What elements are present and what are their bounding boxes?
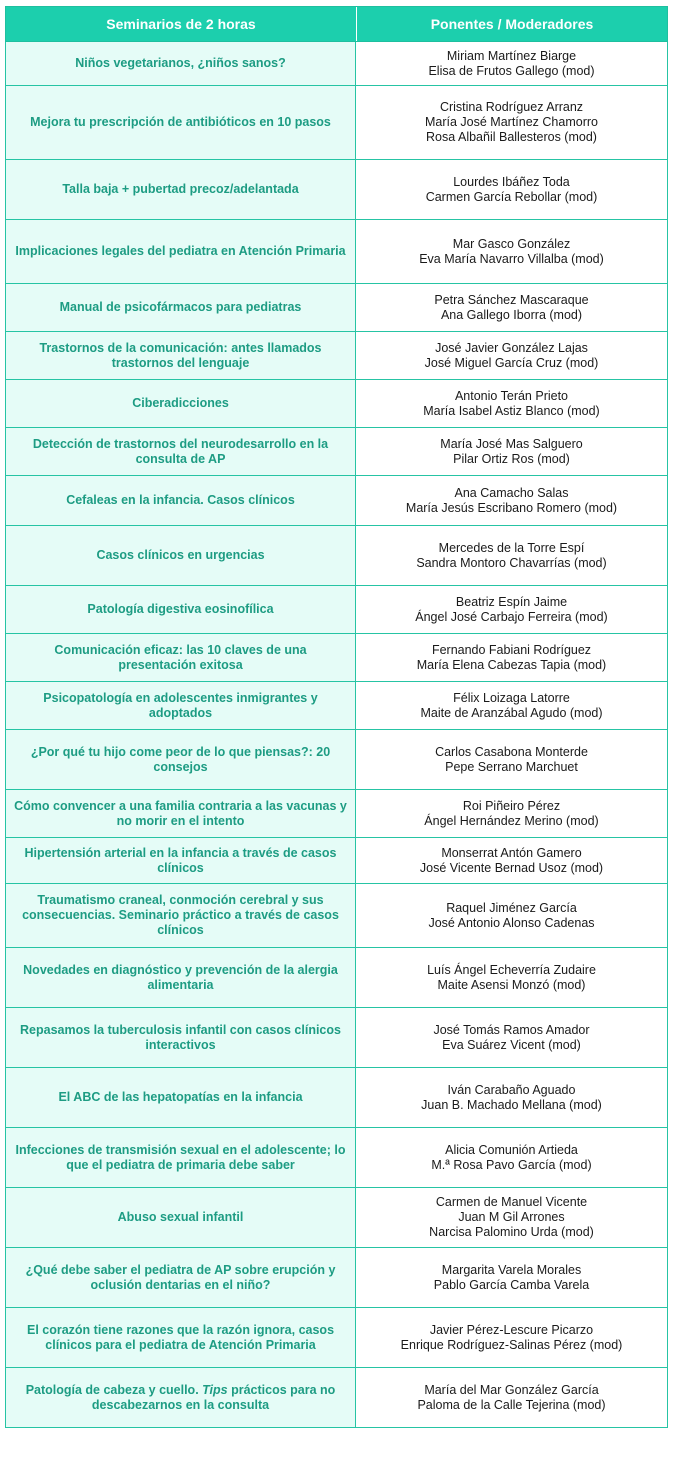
speaker-name: Lourdes Ibáñez Toda: [453, 174, 570, 189]
speaker-name: José Tomás Ramos Amador: [433, 1022, 590, 1037]
speaker-name: José Vicente Bernad Usoz (mod): [419, 860, 604, 875]
speaker-name: María Jesús Escribano Romero (mod): [405, 500, 618, 515]
table-header: [5, 6, 668, 42]
seminar-title: [6, 634, 356, 681]
speaker-name: Margarita Varela Morales: [441, 1262, 582, 1277]
seminar-title-text: Abuso sexual infantil: [117, 1210, 244, 1224]
speaker-name: José Javier González Lajas: [435, 340, 588, 355]
speaker-name: María del Mar González García: [424, 1382, 599, 1397]
seminar-title: [6, 428, 356, 475]
speaker-name: Carmen García Rebollar (mod): [425, 189, 598, 204]
table-row: [5, 730, 668, 790]
speaker-name: Ana Camacho Salas: [454, 485, 569, 500]
speaker-name: María José Martínez Chamorro: [425, 115, 598, 129]
speaker-name: Sandra Montoro Chavarrías (mod): [416, 555, 607, 570]
table-row: [5, 332, 668, 380]
seminars-table: [5, 6, 668, 1428]
table-row: [5, 1248, 668, 1308]
seminar-title-text: Trastornos de la comunicación: antes llamados trastornos del lenguaje: [39, 340, 322, 370]
speaker-name: Beatriz Espín Jaime: [455, 594, 568, 609]
seminar-title-text: El ABC de las hepatopatías en la infancia: [58, 1090, 303, 1104]
seminar-title: [6, 730, 356, 789]
speaker-name: Maite de Aranzábal Agudo (mod): [420, 705, 603, 720]
seminar-title: [6, 332, 356, 379]
seminar-title-text: Repasamos la tuberculosis infantil con casos clínicos interactivos: [20, 1022, 341, 1052]
table-row: [5, 160, 668, 220]
speaker-name: Raquel Jiménez García: [446, 900, 577, 915]
seminar-title-text: Niños vegetarianos, ¿niños sanos?: [75, 56, 286, 70]
seminar-title: [6, 790, 356, 837]
speakers-cell: [356, 42, 667, 85]
speakers-cell: [356, 220, 667, 283]
speaker-name: Paloma de la Calle Tejerina (mod): [417, 1397, 606, 1412]
speaker-name: Félix Loizaga Latorre: [453, 690, 570, 705]
speakers-cell: [356, 838, 667, 883]
seminar-title-text: El corazón tiene razones que la razón ignora, casos clínicos para el pediatra de Atención Primaria: [26, 1322, 335, 1352]
speaker-name: Elisa de Frutos Gallego (mod): [428, 63, 595, 78]
seminar-title: [6, 1248, 356, 1307]
speaker-name: Miriam Martínez Biarge: [446, 48, 577, 63]
speaker-name: Carmen de Manuel Vicente: [435, 1195, 588, 1209]
speaker-name: Ángel José Carbajo Ferreira (mod): [415, 609, 608, 624]
seminar-title-text: Psicopatología en adolescentes inmigrantes y adoptados: [43, 690, 318, 720]
speakers-cell: [356, 476, 667, 525]
speakers-cell: [356, 160, 667, 219]
speaker-name: Ana Gallego Iborra (mod): [440, 307, 583, 322]
speaker-name: Eva Suárez Vicent (mod): [442, 1037, 581, 1052]
seminar-title: [6, 1008, 356, 1067]
speakers-cell: [356, 1248, 667, 1307]
speaker-name: Monserrat Antón Gamero: [441, 845, 582, 860]
speaker-name: María Elena Cabezas Tapia (mod): [416, 657, 607, 672]
seminar-title-text: Talla baja + pubertad precoz/adelantada: [62, 182, 299, 196]
table-row: [5, 1128, 668, 1188]
speaker-name: Cristina Rodríguez Arranz: [439, 100, 584, 114]
speakers-cell: [356, 332, 667, 379]
speakers-cell: [356, 682, 667, 729]
speaker-name: Juan M Gil Arrones: [458, 1210, 565, 1224]
seminar-title: [6, 682, 356, 729]
seminar-title-text: Detección de trastornos del neurodesarrollo en la consulta de AP: [32, 436, 329, 466]
table-row: [5, 86, 668, 160]
speaker-name: Enrique Rodríguez-Salinas Pérez (mod): [400, 1337, 623, 1352]
speaker-name: Iván Carabaño Aguado: [447, 1082, 576, 1097]
seminar-title: [6, 948, 356, 1007]
speaker-name: José Antonio Alonso Cadenas: [428, 915, 595, 930]
speaker-name: Rosa Albañil Ballesteros (mod): [426, 130, 597, 144]
speaker-name: Ángel Hernández Merino (mod): [424, 813, 599, 828]
speaker-name: Juan B. Machado Mellana (mod): [421, 1097, 602, 1112]
seminar-title: [6, 42, 356, 85]
seminar-title: [6, 380, 356, 427]
speaker-name: Pilar Ortiz Ros (mod): [453, 451, 570, 466]
seminar-title: [6, 476, 356, 525]
seminar-title-text: Manual de psicofármacos para pediatras: [59, 300, 302, 314]
seminar-title-text: Infecciones de transmisión sexual en el adolescente; lo que el pediatra de primaria debe saber: [15, 1142, 346, 1172]
table-row: [5, 1188, 668, 1248]
speaker-name: Fernando Fabiani Rodríguez: [431, 642, 592, 657]
table-body: [5, 42, 668, 1428]
table-row: [5, 586, 668, 634]
seminar-title-text: Ciberadicciones: [132, 396, 229, 410]
seminar-title-text: ¿Por qué tu hijo come peor de lo que piensas?: 20 consejos: [30, 744, 331, 774]
speaker-name: Carlos Casabona Monterde: [435, 744, 588, 759]
speaker-name: Mar Gasco González: [452, 236, 571, 251]
speakers-cell: [356, 428, 667, 475]
seminar-title-text: Mejora tu prescripción de antibióticos en 10 pasos: [30, 115, 331, 129]
speaker-name: Petra Sánchez Mascaraque: [434, 292, 589, 307]
speaker-name: Roi Piñeiro Pérez: [462, 798, 561, 813]
seminar-title-text: Patología digestiva eosinofílica: [87, 602, 274, 616]
seminar-title: [6, 1188, 356, 1247]
header-speakers: Ponentes / Moderadores: [430, 16, 594, 32]
header-seminars: Seminarios de 2 horas: [6, 7, 357, 41]
speaker-name: Narcisa Palomino Urda (mod): [429, 1225, 594, 1239]
speaker-name: Javier Pérez-Lescure Picarzo: [429, 1322, 594, 1337]
speakers-cell: [356, 1368, 667, 1427]
table-row: [5, 838, 668, 884]
speakers-cell: [356, 1008, 667, 1067]
table-row: [5, 634, 668, 682]
seminar-title: [6, 1068, 356, 1127]
seminar-title: [6, 1368, 356, 1427]
speakers-cell: [356, 526, 667, 585]
table-row: [5, 42, 668, 86]
speakers-cell: [356, 1308, 667, 1367]
speaker-name: José Miguel García Cruz (mod): [424, 355, 599, 370]
table-row: [5, 790, 668, 838]
speaker-name: Pablo García Camba Varela: [433, 1277, 590, 1292]
table-row: [5, 1308, 668, 1368]
table-row: [5, 380, 668, 428]
table-row: [5, 1368, 668, 1428]
speaker-name: Luís Ángel Echeverría Zudaire: [427, 962, 596, 977]
seminar-title: [6, 838, 356, 883]
speakers-cell: [356, 730, 667, 789]
speaker-name: Pepe Serrano Marchuet: [445, 759, 578, 774]
speaker-name: Alicia Comunión Artieda: [445, 1142, 578, 1157]
table-row: [5, 1068, 668, 1128]
speakers-cell: [356, 86, 667, 159]
speakers-cell: [356, 790, 667, 837]
speakers-cell: [356, 586, 667, 633]
table-row: [5, 884, 668, 948]
table-row: [5, 476, 668, 526]
seminar-title-text: Novedades en diagnóstico y prevención de la alergia alimentaria: [23, 962, 338, 992]
seminar-title: [6, 1128, 356, 1187]
seminar-title-text: Hipertensión arterial en la infancia a través de casos clínicos: [24, 845, 337, 875]
speakers-cell: [356, 884, 667, 947]
table-row: [5, 526, 668, 586]
seminar-title-text: Cefaleas en la infancia. Casos clínicos: [66, 493, 295, 507]
seminar-title: [6, 884, 356, 947]
seminar-title-text: Patología de cabeza y cuello. Tips prácticos para no descabezarnos en la consulta: [25, 1382, 336, 1412]
seminar-title-text: Comunicación eficaz: las 10 claves de una presentación exitosa: [54, 642, 307, 672]
seminar-title: [6, 284, 356, 331]
seminar-title-text: Implicaciones legales del pediatra en Atención Primaria: [15, 244, 346, 258]
seminar-title: [6, 526, 356, 585]
seminar-title: [6, 160, 356, 219]
speakers-cell: [356, 284, 667, 331]
table-row: [5, 682, 668, 730]
seminar-title-text: Cómo convencer a una familia contraria a las vacunas y no morir en el intento: [14, 798, 347, 828]
speakers-cell: [356, 948, 667, 1007]
table-row: [5, 1008, 668, 1068]
table-row: [5, 948, 668, 1008]
seminar-title-text: ¿Qué debe saber el pediatra de AP sobre erupción y oclusión dentarias en el niño?: [25, 1262, 336, 1292]
seminar-title-text: Casos clínicos en urgencias: [96, 548, 265, 562]
table-row: [5, 220, 668, 284]
seminar-title-text: Traumatismo craneal, conmoción cerebral y sus consecuencias. Seminario práctico a través de casos clínicos: [22, 893, 339, 937]
speaker-name: Maite Asensi Monzó (mod): [437, 977, 586, 992]
seminar-title: [6, 86, 356, 159]
seminar-title: [6, 1308, 356, 1367]
speaker-name: María Isabel Astiz Blanco (mod): [423, 403, 600, 418]
table-row: [5, 284, 668, 332]
speakers-cell: [356, 634, 667, 681]
speakers-cell: [356, 1068, 667, 1127]
speaker-name: Eva María Navarro Villalba (mod): [419, 251, 604, 266]
speakers-cell: [356, 380, 667, 427]
speaker-name: Antonio Terán Prieto: [454, 388, 569, 403]
speakers-cell: [356, 1128, 667, 1187]
seminar-title: [6, 220, 356, 283]
speaker-name: M.ª Rosa Pavo García (mod): [431, 1157, 592, 1172]
speaker-name: Mercedes de la Torre Espí: [438, 540, 585, 555]
table-row: [5, 428, 668, 476]
seminar-title: [6, 586, 356, 633]
speakers-cell: [356, 1188, 667, 1247]
speaker-name: María José Mas Salguero: [440, 436, 583, 451]
